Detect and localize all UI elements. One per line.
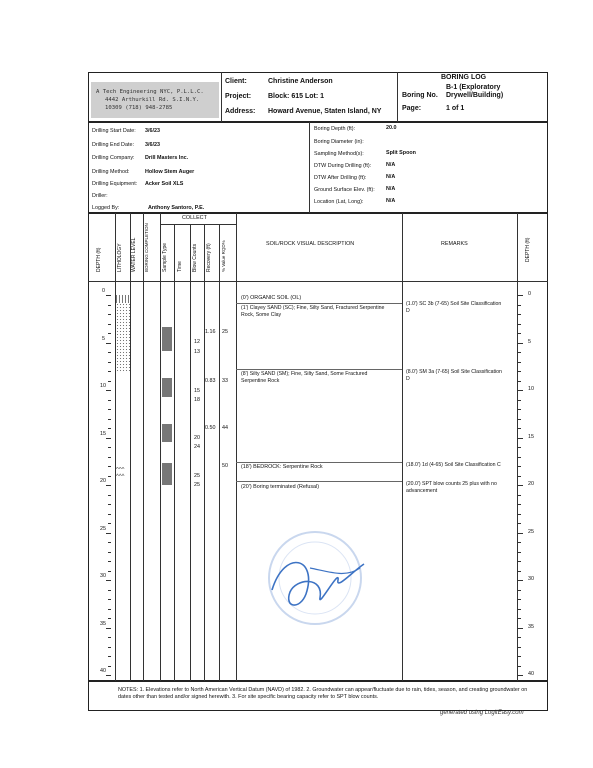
- depth-tick: [108, 333, 111, 334]
- col-description-header: SOIL/ROCK VISUAL DESCRIPTION: [266, 241, 355, 247]
- depth-tick: [108, 457, 111, 458]
- rqd-value: 33: [222, 378, 228, 384]
- depth-tick: [518, 666, 521, 667]
- depth-tick: [108, 656, 111, 657]
- project-value: Block: 615 Lot: 1: [268, 93, 325, 100]
- company-line3: 10309 (718) 948-2785: [105, 105, 173, 111]
- rqd-value: 50: [222, 463, 228, 469]
- depth-tick-label-right: 15: [528, 433, 534, 440]
- depth-tick: [518, 428, 521, 429]
- depth-tick: [518, 400, 521, 401]
- boring-no-label: Boring No.: [402, 92, 438, 99]
- blow-count: 18: [194, 397, 200, 403]
- depth-tick: [108, 618, 111, 619]
- rqd-value: 25: [222, 329, 228, 335]
- address-value: Howard Avenue, Staten Island, NY: [268, 108, 382, 115]
- depth-tick: [108, 324, 111, 325]
- ground-elev-label: Ground Surface Elev. (ft):: [314, 187, 375, 193]
- col-water-level-header: WATER LEVEL: [131, 237, 137, 272]
- rqd-value: 44: [222, 425, 228, 431]
- depth-tick: [108, 305, 111, 306]
- depth-tick-label: 30: [100, 573, 106, 579]
- depth-tick: [108, 504, 111, 505]
- depth-tick: [518, 476, 521, 477]
- depth-tick: [518, 618, 521, 619]
- company-line1: A Tech Engineering NYC, P.L.L.C.: [96, 89, 204, 95]
- depth-tick-label-right: 35: [528, 623, 534, 630]
- depth-tick: [518, 514, 521, 515]
- depth-tick: [108, 409, 111, 410]
- depth-tick: [518, 628, 523, 629]
- depth-tick: [108, 371, 111, 372]
- depth-tick: [106, 438, 111, 439]
- end-date-value: 3/6/23: [145, 142, 160, 148]
- lithology-organic: [116, 295, 130, 303]
- depth-tick: [106, 343, 111, 344]
- depth-tick: [106, 580, 111, 581]
- description-item: (8') Silty SAND (SM); Fine, Silty Sand, Some Fractured Serpentine Rock: [241, 371, 368, 385]
- project-label: Project:: [225, 93, 252, 100]
- depth-tick-label-right: 20: [528, 481, 534, 487]
- driller-label: Driller:: [92, 193, 108, 199]
- col-depth-header: DEPTH (ft): [96, 247, 102, 272]
- remark-item: (1.0') SC 3b (7-65) Soil Site Classification D: [406, 301, 502, 315]
- depth-tick-label: 25: [100, 525, 106, 532]
- depth-tick: [108, 381, 111, 382]
- sample-marker: [162, 378, 172, 397]
- col-collect-header: COLLECT: [182, 215, 207, 221]
- col-depth-right-header: DEPTH (ft): [525, 237, 531, 262]
- depth-tick: [106, 295, 111, 296]
- col-blow-counts-header: Blow Counts: [192, 243, 198, 272]
- boring-diameter-label: Boring Diameter (in):: [314, 139, 364, 145]
- depth-tick: [518, 447, 521, 448]
- col-time-header: Time: [177, 261, 183, 272]
- client-value: Christine Anderson: [268, 78, 333, 85]
- remark-item: (20.0') SPT blow counts 25 plus with no advancement: [406, 481, 497, 495]
- description-item: (18') BEDROCK: Serpentine Rock: [241, 464, 323, 470]
- col-boring-completion-header: BORING COMPLETION: [144, 223, 149, 272]
- depth-tick: [518, 333, 521, 334]
- depth-tick: [108, 362, 111, 363]
- drilling-equipment-label: Drilling Equipment:: [92, 181, 138, 187]
- location-value: N/A: [386, 198, 396, 204]
- depth-tick: [108, 542, 111, 543]
- lithology-clayey-sand: [116, 303, 130, 373]
- depth-tick: [518, 561, 521, 562]
- depth-tick-label-right: 25: [528, 528, 534, 535]
- remark-item: (18.0') 1d (4-65) Soil Site Classification C: [406, 462, 501, 468]
- depth-tick: [518, 343, 523, 344]
- depth-tick: [106, 533, 111, 534]
- col-lithology-header: LITHOLOGY: [117, 243, 123, 272]
- recovery-value: 0.83: [205, 378, 216, 384]
- start-date-value: 3/6/23: [145, 128, 160, 134]
- depth-tick: [518, 571, 521, 572]
- lithology-bedrock: ^^^ ^^^: [116, 467, 125, 480]
- depth-tick: [518, 523, 521, 524]
- depth-tick: [518, 609, 521, 610]
- depth-tick: [108, 419, 111, 420]
- depth-tick: [518, 656, 521, 657]
- boring-no-value-2: Drywell/Building): [446, 92, 504, 99]
- footer-credit: generated using LogitEasy.com: [440, 710, 524, 716]
- depth-tick: [518, 599, 521, 600]
- depth-tick-label: 5: [102, 335, 105, 342]
- log-title: BORING LOG: [441, 74, 487, 81]
- depth-tick-label-right: 10: [528, 386, 534, 392]
- depth-tick: [108, 552, 111, 553]
- sampling-method-value: Split Spoon: [386, 150, 416, 156]
- depth-tick: [518, 371, 521, 372]
- depth-tick: [518, 362, 521, 363]
- sample-marker: [162, 463, 172, 485]
- depth-tick: [518, 381, 521, 382]
- page-value: 1 of 1: [446, 105, 465, 112]
- depth-tick: [106, 628, 111, 629]
- notes-text: NOTES: 1. Elevations refer to North American Vertical Datum (NAVD) of 1982. 2. Groundwater can appear/fluctuate due to rain, tides, season, and creating groundwater on dates other than tested and/or signed herewith. 3. For site specific bearing capacity refer to SPT blow counts.: [118, 687, 528, 701]
- depth-tick: [518, 552, 521, 553]
- depth-tick: [518, 409, 521, 410]
- address-label: Address:: [225, 108, 256, 115]
- depth-tick: [108, 514, 111, 515]
- blow-count: 15: [194, 388, 200, 394]
- sample-marker: [162, 424, 172, 442]
- drilling-method-value: Hollow Stem Auger: [145, 169, 195, 175]
- col-sample-type-header: Sample Type: [162, 242, 168, 272]
- company-line2: 4442 Arthurkill Rd. S.I.N.Y.: [105, 97, 200, 103]
- depth-tick: [108, 647, 111, 648]
- depth-tick: [108, 599, 111, 600]
- depth-tick-label: 35: [100, 620, 106, 627]
- depth-tick: [518, 438, 523, 439]
- depth-tick: [518, 390, 523, 391]
- depth-tick-label-right: 30: [528, 576, 534, 582]
- depth-tick: [518, 542, 521, 543]
- description-item: (1') Clayey SAND (SC); Fine, Silty Sand, Fractured Serpentine Rock, Some Clay: [241, 305, 385, 319]
- depth-tick-label: 40: [100, 668, 106, 674]
- recovery-value: 0.50: [205, 425, 216, 431]
- col-recovery-header: Recovery (ft): [206, 243, 212, 272]
- logged-by-value: Anthony Santoro, P.E.: [148, 205, 205, 211]
- blow-count: 13: [194, 349, 200, 355]
- lithology-silty-sand: [116, 373, 130, 467]
- sample-marker: [162, 327, 172, 351]
- description-item: (20') Boring terminated (Refusal): [241, 484, 320, 490]
- depth-tick: [108, 637, 111, 638]
- ground-elev-value: N/A: [386, 186, 396, 192]
- depth-tick: [518, 533, 523, 534]
- depth-tick: [518, 314, 521, 315]
- boring-depth-label: Boring Depth (ft):: [314, 126, 356, 132]
- sampling-method-label: Sampling Method(s):: [314, 151, 364, 157]
- company-stamp: [91, 82, 219, 118]
- boring-depth-value: 20.0: [386, 125, 397, 131]
- blow-count: 25: [194, 473, 200, 479]
- depth-tick-label-right: 40: [528, 671, 534, 677]
- depth-tick: [108, 466, 111, 467]
- boring-no-value-1: B-1 (Exploratory: [446, 84, 501, 91]
- start-date-label: Drilling Start Date:: [92, 128, 136, 134]
- depth-tick: [106, 390, 111, 391]
- depth-tick: [108, 666, 111, 667]
- depth-tick: [518, 419, 521, 420]
- depth-tick: [108, 447, 111, 448]
- location-label: Location (Lat, Long):: [314, 199, 364, 205]
- depth-tick: [518, 675, 523, 676]
- depth-tick: [518, 590, 521, 591]
- client-label: Client:: [225, 78, 247, 85]
- drilling-company-value: Drill Masters Inc.: [145, 155, 189, 161]
- depth-tick: [518, 466, 521, 467]
- blow-count: 20: [194, 435, 200, 441]
- depth-tick: [108, 561, 111, 562]
- blow-count: 12: [194, 339, 200, 345]
- depth-tick: [108, 495, 111, 496]
- description-item: (0') ORGANIC SOIL (OL): [241, 295, 302, 301]
- depth-tick: [108, 571, 111, 572]
- col-rqd-header: % Value RQD%: [221, 240, 226, 272]
- depth-tick: [108, 476, 111, 477]
- depth-tick: [518, 352, 521, 353]
- dtw-after-value: N/A: [386, 174, 396, 180]
- depth-tick: [108, 400, 111, 401]
- depth-tick: [518, 485, 523, 486]
- drilling-company-label: Drilling Company:: [92, 155, 135, 161]
- engineer-seal-signature: [260, 528, 370, 628]
- depth-tick-label: 0: [102, 288, 105, 294]
- depth-tick: [106, 675, 111, 676]
- end-date-label: Drilling End Date:: [92, 142, 134, 148]
- depth-tick: [518, 504, 521, 505]
- depth-tick: [108, 352, 111, 353]
- recovery-value: 1.16: [205, 329, 216, 335]
- depth-tick: [108, 523, 111, 524]
- depth-tick: [518, 495, 521, 496]
- col-remarks-header: REMARKS: [441, 241, 468, 247]
- depth-tick: [108, 314, 111, 315]
- depth-tick-label: 10: [100, 383, 106, 389]
- depth-tick: [518, 305, 521, 306]
- logged-by-label: Logged By:: [92, 205, 120, 211]
- depth-tick: [518, 457, 521, 458]
- depth-tick: [518, 580, 523, 581]
- drilling-method-label: Drilling Method:: [92, 169, 130, 175]
- depth-tick: [108, 428, 111, 429]
- depth-tick: [106, 485, 111, 486]
- dtw-after-label: DTW After Drilling (ft):: [314, 175, 367, 181]
- page-label: Page:: [402, 105, 422, 112]
- dtw-during-value: N/A: [386, 162, 396, 168]
- drilling-equipment-value: Acker Soil XLS: [145, 181, 184, 187]
- depth-tick-label: 15: [100, 430, 106, 437]
- blow-count: 24: [194, 444, 200, 450]
- depth-tick-label-right: 5: [528, 338, 531, 345]
- depth-tick: [518, 647, 521, 648]
- depth-tick-label: 20: [100, 478, 106, 484]
- depth-tick: [518, 295, 523, 296]
- depth-tick: [108, 609, 111, 610]
- depth-tick: [518, 324, 521, 325]
- blow-count: 25: [194, 482, 200, 488]
- depth-tick-label-right: 0: [528, 291, 531, 297]
- depth-tick: [518, 637, 521, 638]
- depth-tick: [108, 590, 111, 591]
- remark-item: (8.0') SM 3a (7-65) Soil Site Classification D: [406, 369, 502, 383]
- dtw-during-label: DTW During Drilling (ft):: [314, 163, 372, 169]
